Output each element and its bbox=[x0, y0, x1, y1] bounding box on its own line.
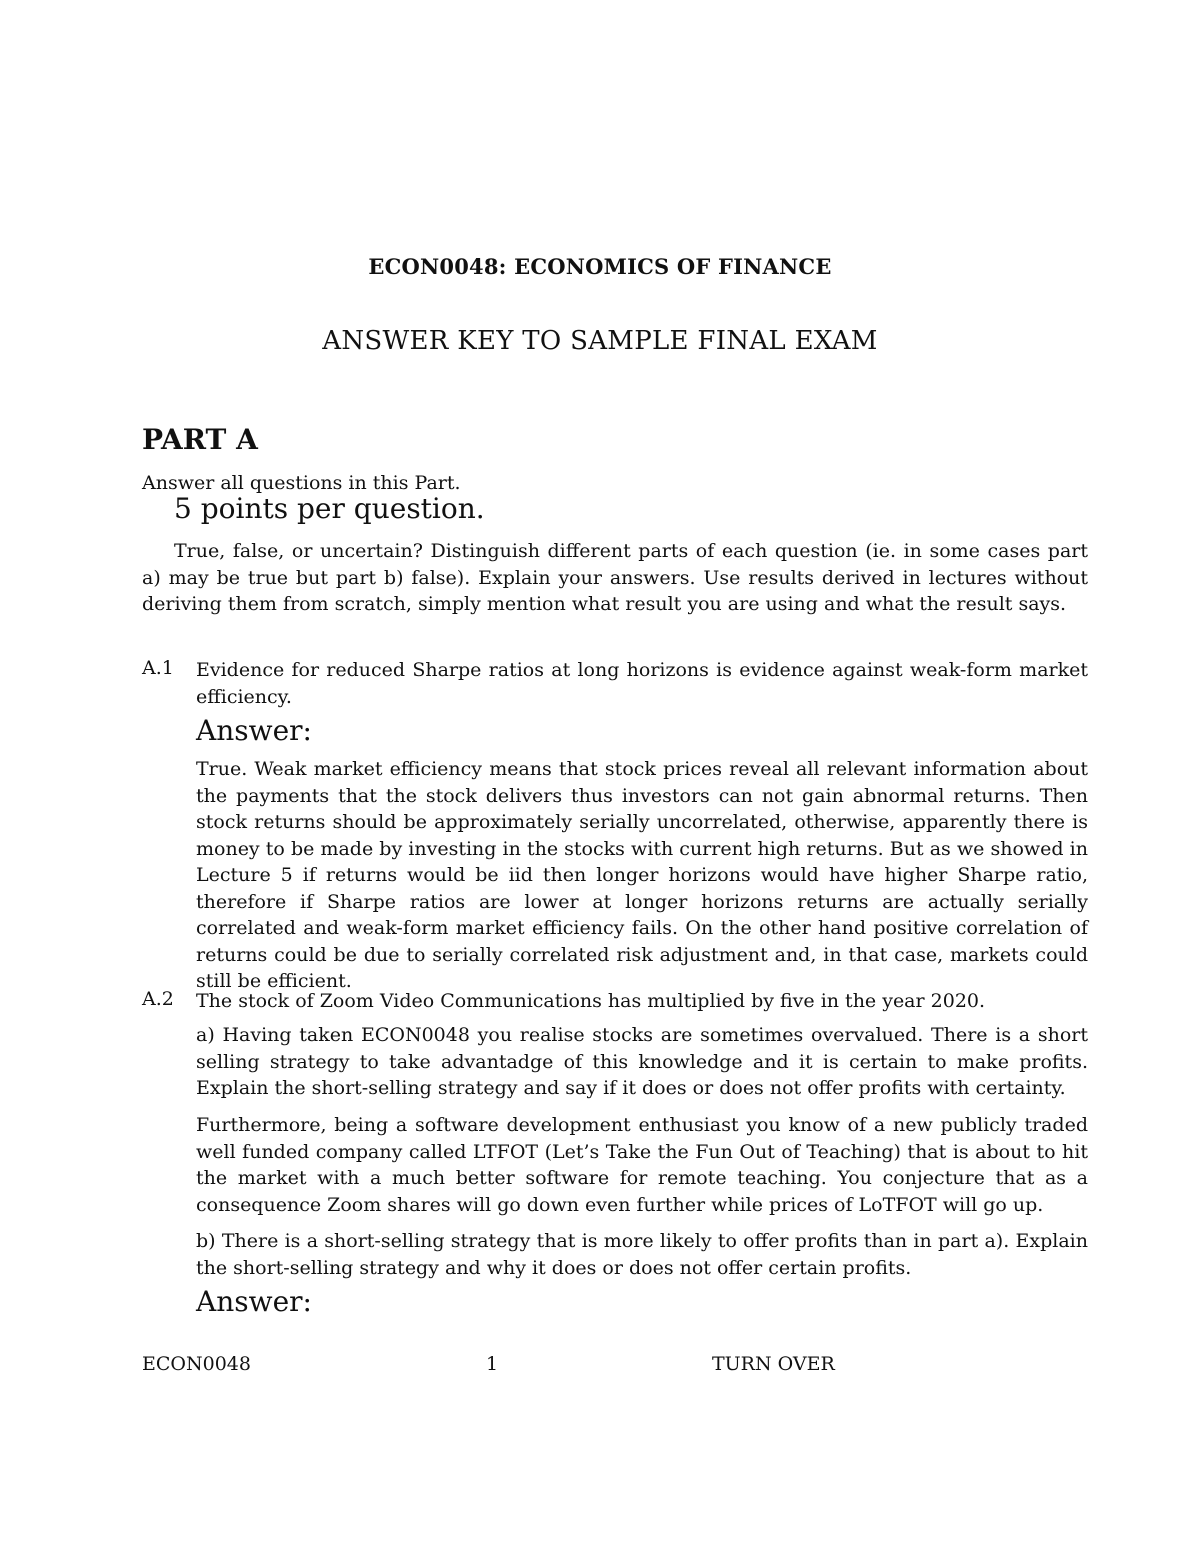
footer-page-number: 1 bbox=[486, 1353, 499, 1375]
footer-course-code: ECON0048 bbox=[142, 1353, 251, 1375]
part-a-intro: True, false, or uncertain? Distinguish different parts of each question (ie. in some cases part a) may be true but part b) false). Explain your answers. Use results derived in lectures without deriving them from scratch, simply mention what result you are using and what the result says. bbox=[142, 540, 1088, 615]
part-a-instruction: Answer all questions in this Part. bbox=[142, 472, 461, 494]
points-per-question: 5 points per question. bbox=[174, 492, 485, 525]
question-a1-text: Evidence for reduced Sharpe ratios at long horizons is evidence against weak-form market efficiency. bbox=[196, 659, 1088, 708]
course-title: ECON0048: ECONOMICS OF FINANCE bbox=[368, 254, 832, 279]
document-title: ANSWER KEY TO SAMPLE FINAL EXAM bbox=[322, 326, 878, 356]
question-a2-part-b: b) There is a short-selling strategy that is more likely to offer profits than in part a). Explain the short-selling strategy and why it does or does not offer certain profits. bbox=[196, 1230, 1088, 1279]
question-a2-part-a: a) Having taken ECON0048 you realise stocks are sometimes overvalued. There is a short selling strategy to take advantadge of this knowledge and it is certain to make profits. Explain the short-selling strategy and say if it does or does not offer profits with certainty. bbox=[196, 1024, 1088, 1099]
question-a2-number: A.2 bbox=[142, 988, 174, 1010]
question-a1-number: A.1 bbox=[142, 657, 174, 679]
question-a2-context: Furthermore, being a software development enthusiast you know of a new publicly traded well funded company called LTFOT (Let’s Take the Fun Out of Teaching) that is about to hit the market with a much better software for remote teaching. You conjecture that as a consequence Zoom shares will go down even further while prices of LoTFOT will go up. bbox=[196, 1114, 1088, 1216]
footer-turn-over: TURN OVER bbox=[712, 1353, 835, 1375]
question-a2-text: The stock of Zoom Video Communications has multiplied by five in the year 2020. bbox=[196, 990, 986, 1012]
part-a-heading: PART A bbox=[142, 423, 258, 456]
question-a1-answer: True. Weak market efficiency means that stock prices reveal all relevant information about the payments that the stock delivers thus investors can not gain abnormal returns. Then stock returns should be approximately serially uncorrelated, otherwise, apparently there is money to be made by investing in the stocks with current high returns. But as we showed in Lecture 5 if returns would be iid then longer horizons would have higher Sharpe ratio, therefore if Sharpe ratios are lower at longer horizons returns are actually serially correlated and weak-form market efficiency fails. On the other hand positive correlation of returns could be due to serially correlated risk adjustment and, in that case, markets could still be efficient. bbox=[196, 758, 1088, 992]
question-a2-answer-label: Answer: bbox=[196, 1285, 312, 1318]
question-a1-answer-label: Answer: bbox=[196, 714, 312, 747]
